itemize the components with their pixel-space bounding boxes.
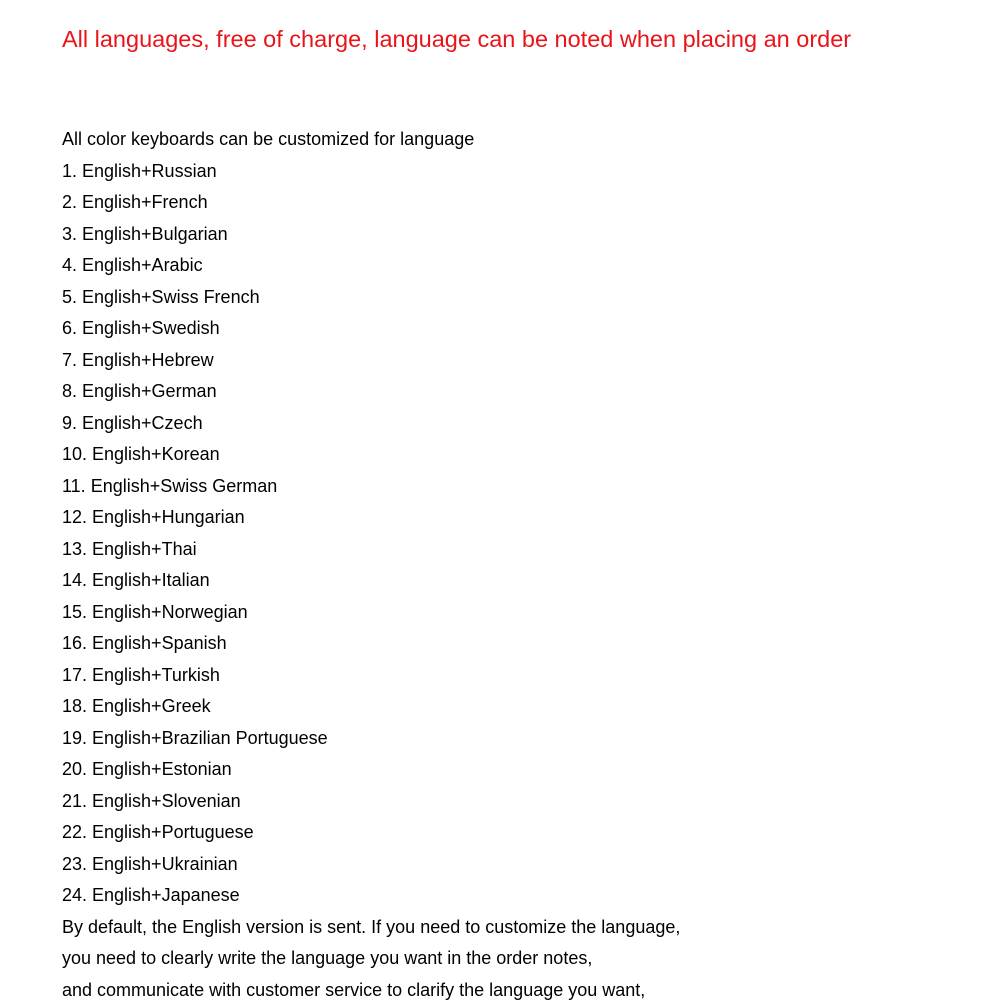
language-item: 8. English+German	[62, 376, 982, 408]
language-item: 7. English+Hebrew	[62, 345, 982, 377]
page-headline: All languages, free of charge, language can be noted when placing an order	[62, 24, 851, 54]
language-item: 15. English+Norwegian	[62, 597, 982, 629]
language-item: 10. English+Korean	[62, 439, 982, 471]
language-item: 5. English+Swiss French	[62, 282, 982, 314]
language-item: 12. English+Hungarian	[62, 502, 982, 534]
document-body	[62, 124, 982, 1006]
language-item: 24. English+Japanese	[62, 880, 982, 912]
note-line: and communicate with customer service to clarify the language you want,	[62, 975, 982, 1006]
language-item: 18. English+Greek	[62, 691, 982, 723]
language-item: 19. English+Brazilian Portuguese	[62, 723, 982, 755]
language-item: 3. English+Bulgarian	[62, 219, 982, 251]
language-list	[62, 156, 982, 912]
language-item: 13. English+Thai	[62, 534, 982, 566]
language-item: 14. English+Italian	[62, 565, 982, 597]
language-item: 6. English+Swedish	[62, 313, 982, 345]
language-item: 21. English+Slovenian	[62, 786, 982, 818]
language-item: 1. English+Russian	[62, 156, 982, 188]
language-item: 9. English+Czech	[62, 408, 982, 440]
note-line: By default, the English version is sent. If you need to customize the language,	[62, 912, 982, 944]
language-item: 17. English+Turkish	[62, 660, 982, 692]
intro-text: All color keyboards can be customized for language	[62, 124, 982, 156]
language-item: 16. English+Spanish	[62, 628, 982, 660]
note-line: you need to clearly write the language you want in the order notes,	[62, 943, 982, 975]
language-item: 20. English+Estonian	[62, 754, 982, 786]
language-item: 2. English+French	[62, 187, 982, 219]
language-item: 23. English+Ukrainian	[62, 849, 982, 881]
language-item: 22. English+Portuguese	[62, 817, 982, 849]
language-item: 11. English+Swiss German	[62, 471, 982, 503]
language-item: 4. English+Arabic	[62, 250, 982, 282]
